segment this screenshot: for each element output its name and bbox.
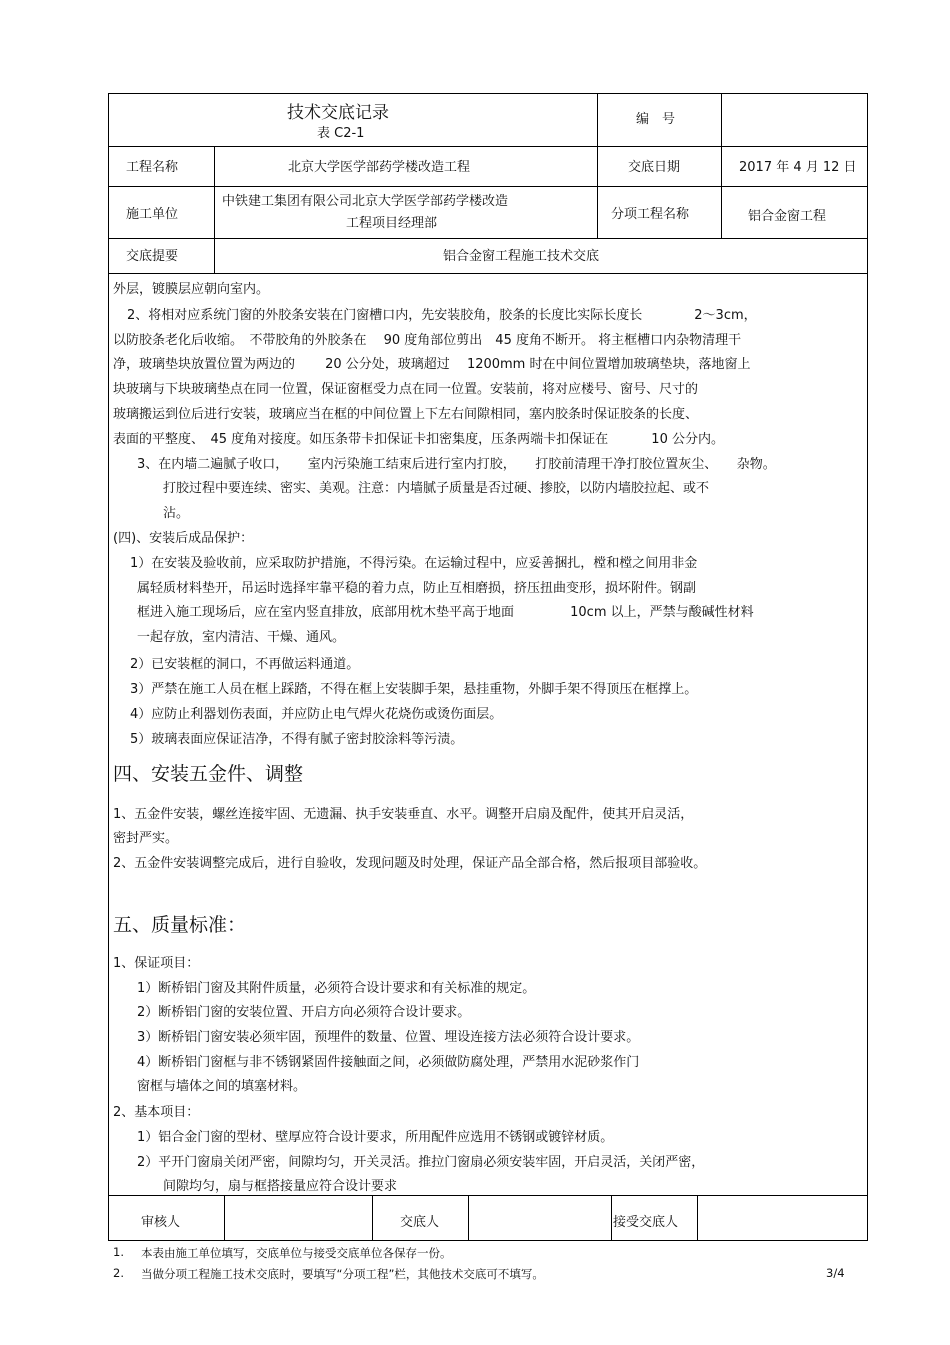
receiver-label: 接受交底人 — [613, 1215, 679, 1230]
contractor-line-2: 工程项目经理部 — [346, 216, 438, 231]
form-number: 表 C2-1 — [317, 126, 365, 141]
body-line: 4）断桥铝门窗框与非不锈钢紧固件接触面之间，必须做防腐处理，严禁用水泥砂浆作门 — [137, 1055, 640, 1070]
body-line: 框进入施工现场后，应在室内竖直排放，底部用枕木垫平高于地面 10cm 以上，严禁与酸碱性材料 — [137, 605, 754, 620]
body-line: 4）应防止利器划伤表面，并应防止电气焊火花烧伤或烫伤面层。 — [130, 707, 503, 722]
body-line: 净，玻璃垫块放置位置为两边的 20 公分处，玻璃超过 1200mm 时在中间位置增加玻璃垫块，落地窗上 — [113, 357, 751, 372]
grid-line — [721, 93, 722, 238]
page-number: 3/4 — [826, 1266, 845, 1280]
section-heading: 五、质量标准： — [113, 914, 247, 936]
body-line: 1、保证项目： — [113, 956, 200, 971]
body-line: 打胶过程中要连续、密实、美观。注意：内墙腻子质量是否过硬、掺胶，以防内墙胶拉起、或不 — [163, 481, 710, 496]
section-heading: 四、安装五金件、调整 — [113, 763, 304, 785]
grid-line — [108, 146, 868, 147]
grid-line — [214, 146, 215, 273]
body-line: 1）断桥铝门窗及其附件质量，必须符合设计要求和有关标准的规定。 — [137, 981, 536, 996]
body-line: 3、在内墙二遍腻子收口， 室内污染施工结束后进行室内打胶， 打胶前清理干净打胶位置灰尘、 杂物。 — [137, 457, 776, 472]
body-line: 2、五金件安装调整完成后，进行自验收，发现问题及时处理，保证产品全部合格，然后报项目部验收。 — [113, 856, 707, 871]
grid-line — [372, 1195, 373, 1241]
summary-label: 交底提要 — [126, 249, 179, 264]
body-line: 2、将相对应系统门窗的外胶条安装在门窗槽口内，先安装胶角，胶条的长度比实际长度长 2～3cm， — [127, 308, 757, 323]
body-line: 5）玻璃表面应保证洁净，不得有腻子密封胶涂料等污渍。 — [130, 732, 464, 747]
body-line: 属轻质材料垫开，吊运时选择牢靠平稳的着力点，防止互相磨损，挤压扭曲变形，损坏附件。钢副 — [137, 581, 697, 596]
presenter-label: 交底人 — [400, 1215, 440, 1230]
body-line: 2）平开门窗扇关闭严密，间隙均匀，开关灵活。推拉门窗扇必须安装牢固，开启灵活，关闭严密， — [137, 1155, 705, 1170]
body-line: 间隙均匀，扇与框搭接量应符合设计要求 — [163, 1179, 398, 1194]
footnote: 本表由施工单位填写，交底单位与接受交底单位各保存一份。 — [141, 1246, 452, 1260]
grid-line — [468, 1195, 469, 1241]
body-line: 表面的平整度、 45 度角对接度。如压条带卡扣保证卡扣密集度，压条两端卡扣保证在 10 公分内。 — [113, 432, 724, 447]
body-line: 沾。 — [163, 506, 190, 521]
body-line: 一起存放，室内清洁、干燥、通风。 — [137, 630, 346, 645]
body-line: 2）断桥铝门窗的安装位置、开启方向必须符合设计要求。 — [137, 1005, 471, 1020]
footnote-number: 1. — [113, 1245, 124, 1259]
grid-line — [597, 93, 598, 238]
body-line: 密封严实。 — [113, 831, 179, 846]
number-label: 编 号 — [636, 112, 676, 127]
reviewer-label: 审核人 — [141, 1215, 181, 1230]
body-line: 以防胶条老化后收缩。 不带胶角的外胶条在 90 度角部位剪出 45 度角不断开。 将主框槽口内杂物清理干 — [113, 333, 742, 348]
grid-line — [108, 238, 868, 239]
body-line: 1）在安装及验收前，应采取防护措施，不得污染。在运输过程中，应妥善捆扎，樘和樘之间用非金 — [130, 556, 698, 571]
body-line: 3）断桥铝门窗安装必须牢固，预埋件的数量、位置、埋设连接方法必须符合设计要求。 — [137, 1030, 640, 1045]
grid-line — [697, 1195, 698, 1241]
body-line: 1、五金件安装，螺丝连接牢固、无遗漏、执手安装垂直、水平。调整开启扇及配件，使其开启灵活， — [113, 807, 694, 822]
grid-line — [108, 273, 868, 274]
body-line: 2、基本项目： — [113, 1105, 200, 1120]
footnote-number: 2. — [113, 1266, 124, 1280]
grid-line — [224, 1195, 225, 1241]
summary-value: 铝合金窗工程施工技术交底 — [443, 249, 600, 264]
body-line: 玻璃搬运到位后进行安装，玻璃应当在框的中间位置上下左右间隙相同，塞内胶条时保证胶条的长度、 — [113, 407, 699, 422]
sub-project-value: 铝合金窗工程 — [748, 209, 827, 224]
grid-line — [611, 1195, 612, 1241]
date-label: 交底日期 — [628, 160, 681, 175]
body-line: 3）严禁在施工人员在框上踩踏，不得在框上安装脚手架，悬挂重物，外脚手架不得顶压在框撑上。 — [130, 682, 698, 697]
contractor-line-1: 中铁建工集团有限公司北京大学医学部药学楼改造 — [222, 194, 509, 209]
subsection-heading: (四)、安装后成品保护： — [113, 531, 254, 546]
footnote: 当做分项工程施工技术交底时，要填写“分项工程”栏，其他技术交底可不填写。 — [141, 1267, 544, 1281]
sub-project-label: 分项工程名称 — [611, 207, 690, 222]
contractor-label: 施工单位 — [126, 207, 179, 222]
grid-line — [108, 1195, 868, 1196]
body-line: 块玻璃与下块玻璃垫点在同一位置，保证窗框受力点在同一位置。安装前，将对应楼号、窗号、尺寸的 — [113, 382, 699, 397]
grid-line — [108, 186, 868, 187]
project-name-label: 工程名称 — [126, 160, 179, 175]
body-line: 外层，镀膜层应朝向室内。 — [113, 282, 270, 297]
page-title: 技术交底记录 — [287, 103, 389, 123]
body-line: 窗框与墙体之间的填塞材料。 — [137, 1079, 307, 1094]
body-line: 1）铝合金门窗的型材、壁厚应符合设计要求，所用配件应选用不锈钢或镀锌材质。 — [137, 1130, 614, 1145]
date-value: 2017 年 4 月 12 日 — [739, 160, 857, 175]
body-line: 2）已安装框的洞口，不再做运料通道。 — [130, 657, 360, 672]
project-name: 北京大学医学部药学楼改造工程 — [288, 160, 471, 175]
